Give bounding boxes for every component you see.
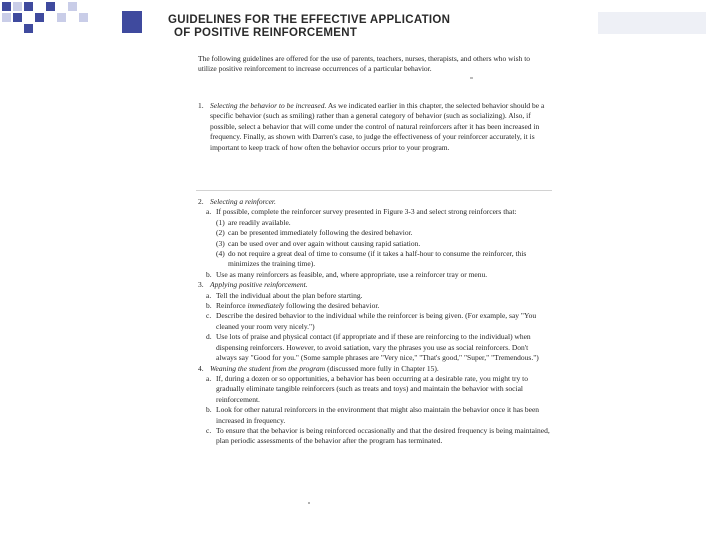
guideline-3a xyxy=(206,291,550,301)
item-letter: c. xyxy=(206,425,212,435)
item-text: Tell the individual about the plan before starting. xyxy=(216,290,363,300)
item-text: can be used over and over again without causing rapid satiation. xyxy=(228,238,421,248)
intro-paragraph: The following guidelines are offered for the use of parents, teachers, nurses, therapists, and others who wish to utilize positive reinforcement to increase occurrences of a particular behavior. xyxy=(198,54,531,74)
guideline-title: Selecting the behavior to be increased. xyxy=(210,101,327,110)
item-letter: d. xyxy=(206,332,212,342)
item-text: Describe the desired behavior to the individual while the reinforcer is being given. (For example, say "You cleaned your room very nicely.") xyxy=(216,311,537,331)
item-text: following the desired behavior. xyxy=(284,301,380,311)
scan-mark xyxy=(470,77,473,79)
guideline-number: 4. xyxy=(198,363,204,373)
guideline-title: Applying positive reinforcement. xyxy=(210,280,308,290)
title-line-2: OF POSITIVE REINFORCEMENT xyxy=(174,27,358,39)
decorative-bar xyxy=(122,11,142,33)
guideline-title: Weaning the student from the program xyxy=(210,363,326,373)
page-mark xyxy=(308,502,310,504)
item-text-emphasis: immediately xyxy=(247,301,285,311)
guideline-1 xyxy=(198,101,550,153)
item-text: Look for other natural reinforcers in the environment that might also maintain the behavior once it has been increased in frequency. xyxy=(216,405,540,425)
item-text: Use as many reinforcers as feasible, and, where appropriate, use a reinforcer tray or menu. xyxy=(216,269,488,279)
item-letter: c. xyxy=(206,311,212,321)
guideline-title-tail: (discussed more fully in Chapter 15). xyxy=(325,363,439,373)
item-text: If, during a dozen or so opportunities, a behavior has been occurring at a desirable rate, you might try to gradually eliminate tangible reinforcers (such as treats and toys) and maintain the behavior with social reinforcement. xyxy=(216,373,528,404)
reinforcer-criterion-4 xyxy=(216,249,550,270)
decorative-checker-pattern xyxy=(0,0,120,40)
item-text: do not require a great deal of time to consume (if it takes a half-hour to consume the reinforcer, this minimizes the training time). xyxy=(228,249,527,269)
page-divider xyxy=(196,190,552,191)
item-letter: a. xyxy=(206,207,212,217)
reinforcer-criterion-2 xyxy=(216,228,550,238)
guideline-number: 2. xyxy=(198,197,204,206)
guideline-4c xyxy=(206,426,550,447)
reinforcer-criterion-1 xyxy=(216,218,550,228)
title-line-1: GUIDELINES FOR THE EFFECTIVE APPLICATION xyxy=(168,14,451,26)
decorative-header-box xyxy=(598,12,706,34)
guideline-4b xyxy=(206,405,550,426)
item-text: Use lots of praise and physical contact (if appropriate and if these are reinforcing to the individual) when dispensing reinforcers. However, to avoid satiation, vary the phrases you use as social reinforcers. Don't always say "Good for you." (Some sample phrases are "Very nice," "That's good," "Super," "Tremendous.") xyxy=(216,332,539,363)
item-text: are readily available. xyxy=(228,217,291,227)
item-number: (1) xyxy=(216,217,225,227)
guideline-4 xyxy=(198,364,550,374)
guideline-3c xyxy=(206,311,550,332)
item-letter: a. xyxy=(206,373,212,383)
item-letter: b. xyxy=(206,269,212,279)
page-title xyxy=(168,14,450,40)
item-text: can be presented immediately following the desired behavior. xyxy=(228,228,413,238)
item-letter: b. xyxy=(206,405,212,415)
guideline-2b xyxy=(206,270,550,280)
guideline-3b xyxy=(206,301,550,311)
item-letter: a. xyxy=(206,290,212,300)
guideline-3d xyxy=(206,332,550,363)
guideline-number: 1. xyxy=(198,101,204,110)
item-text-lead: Reinforce xyxy=(216,301,248,311)
guideline-3 xyxy=(198,280,550,290)
item-text: If possible, complete the reinforcer survey presented in Figure 3-3 and select strong reinforcers that: xyxy=(216,207,517,217)
guidelines-2-to-4 xyxy=(198,197,550,447)
guideline-2a xyxy=(206,207,550,217)
guideline-title: Selecting a reinforcer. xyxy=(210,197,276,206)
guideline-4a xyxy=(206,374,550,405)
item-number: (3) xyxy=(216,238,225,248)
item-text: To ensure that the behavior is being reinforced occasionally and that the desired frequency is being maintained, plan periodic assessments of the behavior after the program has terminated. xyxy=(216,425,550,446)
guideline-2 xyxy=(198,197,550,207)
guideline-number: 3. xyxy=(198,280,204,290)
guideline-text: As we indicated earlier in this chapter, the selected behavior should be a specific behavior (such as smiling) rather than a general category of behavior (such as socializing). Also, if possible, select a behavior that will come under the control of natural reinforcers after it has been increased in frequency. Finally, as shown with Darren's case, to judge the effectiveness of your reinforcer accurately, it is important to keep track of how often the behavior occurs prior to your program. xyxy=(210,101,545,152)
item-number: (4) xyxy=(216,249,225,259)
item-number: (2) xyxy=(216,228,225,238)
item-letter: b. xyxy=(206,301,212,311)
reinforcer-criterion-3 xyxy=(216,239,550,249)
